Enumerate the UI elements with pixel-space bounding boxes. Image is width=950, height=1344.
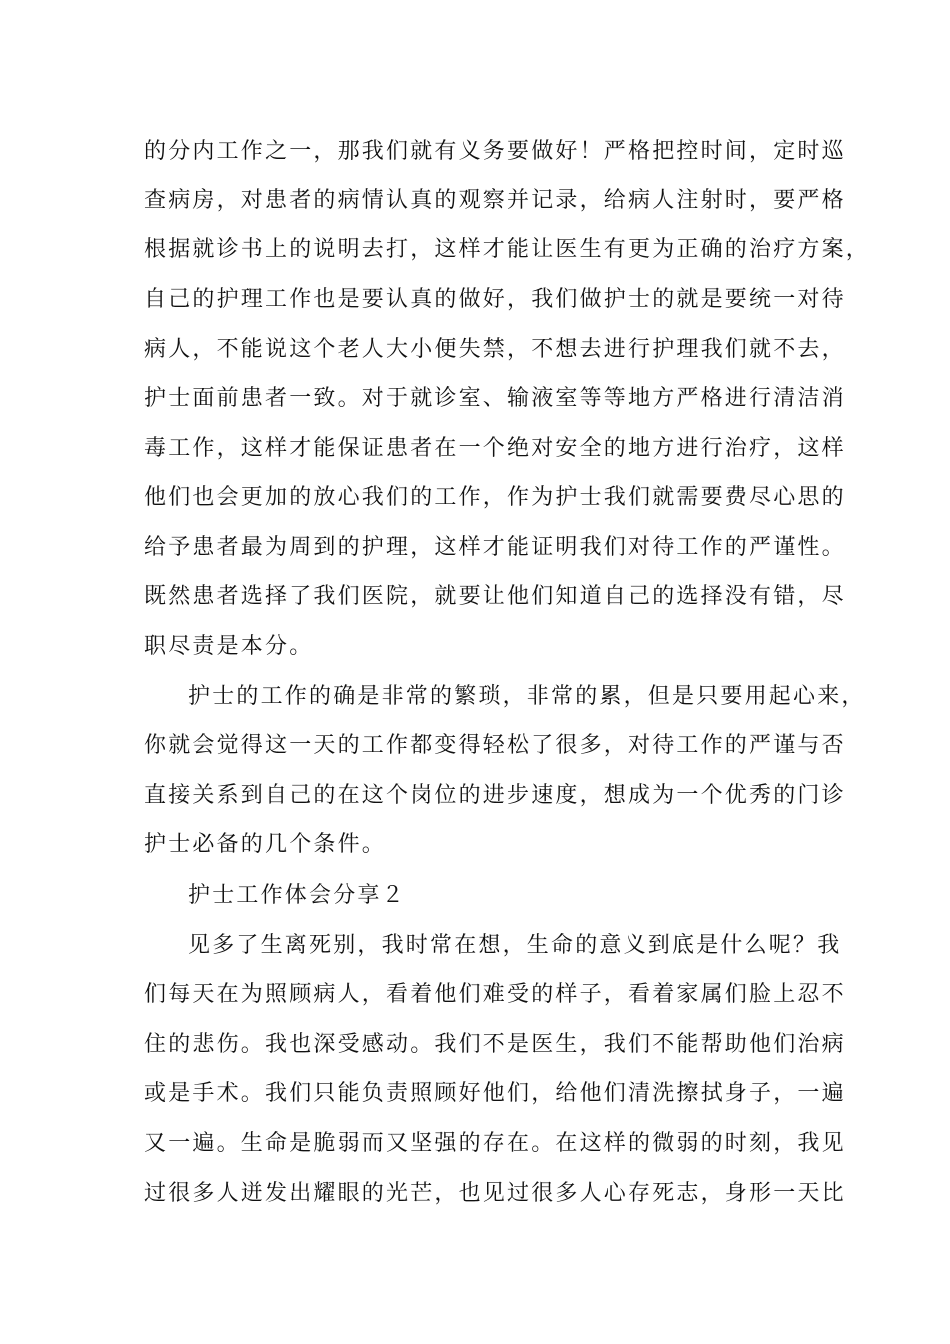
paragraph-3-line-2: 们每天在为照顾病人，看着他们难受的样子，看着家属们脸上忍不 xyxy=(144,982,846,1007)
section-heading: 护士工作体会分享２ xyxy=(188,883,406,908)
paragraph-3-line-5: 又一遍。生命是脆弱而又坚强的存在。在这样的微弱的时刻，我见 xyxy=(144,1131,846,1156)
paragraph-2-line-2: 你就会觉得这一天的工作都变得轻松了很多，对待工作的严谨与否 xyxy=(144,733,846,758)
paragraph-1-line-4: 自己的护理工作也是要认真的做好，我们做护士的就是要统一对待 xyxy=(144,287,846,312)
paragraph-1-line-2: 查病房，对患者的病情认真的观察并记录，给病人注射时，要严格 xyxy=(144,188,846,213)
paragraph-3-line-1: 见多了生离死别，我时常在想，生命的意义到底是什么呢？我 xyxy=(188,933,842,958)
paragraph-2-line-3: 直接关系到自己的在这个岗位的进步速度，想成为一个优秀的门诊 xyxy=(144,783,846,808)
paragraph-1-line-5: 病人，不能说这个老人大小便失禁，不想去进行护理我们就不去， xyxy=(144,337,846,362)
paragraph-1-line-10: 既然患者选择了我们医院，就要让他们知道自己的选择没有错，尽 xyxy=(144,584,846,609)
paragraph-1-line-8: 他们也会更加的放心我们的工作，作为护士我们就需要费尽心思的 xyxy=(144,485,846,510)
paragraph-1-line-7: 毒工作，这样才能保证患者在一个绝对安全的地方进行治疗，这样 xyxy=(144,436,846,461)
paragraph-2-line-4: 护士必备的几个条件。 xyxy=(144,832,387,857)
paragraph-1-line-3: 根据就诊书上的说明去打，这样才能让医生有更为正确的治疗方案， xyxy=(144,237,871,262)
paragraph-3-line-3: 住的悲伤。我也深受感动。我们不是医生，我们不能帮助他们治病 xyxy=(144,1032,846,1057)
paragraph-2-line-1: 护士的工作的确是非常的繁琐，非常的累，但是只要用起心来， xyxy=(188,684,866,709)
paragraph-1-line-11: 职尽责是本分。 xyxy=(144,634,314,659)
paragraph-3-line-4: 或是手术。我们只能负责照顾好他们，给他们清洗擦拭身子，一遍 xyxy=(144,1081,846,1106)
paragraph-3-line-6: 过很多人迸发出耀眼的光芒，也见过很多人心存死志，身形一天比 xyxy=(144,1181,846,1206)
paragraph-1-line-9: 给予患者最为周到的护理，这样才能证明我们对待工作的严谨性。 xyxy=(144,535,846,560)
paragraph-1-line-6: 护士面前患者一致。对于就诊室、输液室等等地方严格进行清洁消 xyxy=(144,386,846,411)
paragraph-1-line-1: 的分内工作之一，那我们就有义务要做好！严格把控时间，定时巡 xyxy=(144,139,846,164)
